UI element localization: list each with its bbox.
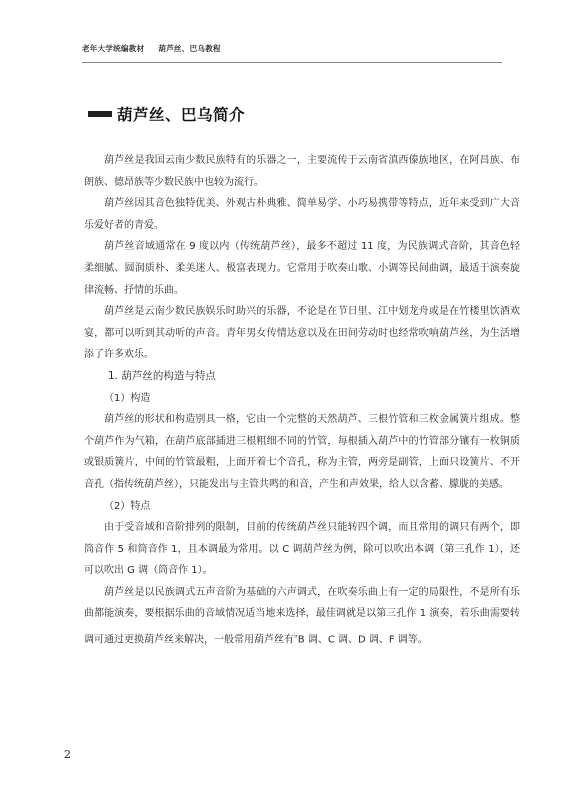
running-header <box>82 43 221 54</box>
chapter-title: 葫芦丝、巴乌教程 <box>158 44 221 53</box>
paragraph-popularity: 葫芦丝因其音色独特优美、外观古朴典雅、简单易学、小巧易携带等特点，近年来受到广大音乐爱好者的青爱。 <box>84 198 520 231</box>
book-title: 老年大学统编教材 <box>82 44 145 53</box>
paragraph-culture: 葫芦丝是云南少数民族娱乐时助兴的乐器，不论是在节日里、江中划龙舟或是在竹楼里饮酒欢宴，都可以听到其动听的声音。青年男女传情达意以及在田间劳动时也经常吹响葫芦丝，为生活增添了许多欢乐。 <box>84 306 520 361</box>
section-title: 葫芦丝、巴乌简介 <box>117 106 246 124</box>
section-heading <box>88 104 245 124</box>
item-features-label: （2）特点 <box>104 500 151 512</box>
paragraph-intro: 葫芦丝是我国云南少数民族特有的乐器之一，主要流传于云南省滇西傣族地区，在阿昌族、布朗族、德昂族等少数民族中也较为流行。 <box>84 155 520 188</box>
paragraph-range: 葫芦丝音域通常在 9 度以内（传统葫芦丝），最多不超过 11 度，为民族调式音阶，其音色轻柔细腻、圆润质朴、柔美迷人、极富表现力。它常用于吹奏山歌、小调等民间曲调，最适于演奏旋律流畅、抒情的乐曲。 <box>84 241 520 296</box>
heading-bar-marker <box>88 111 112 117</box>
page-number: 2 <box>64 748 71 761</box>
paragraph-scale <box>84 582 520 651</box>
flat-sign: ♭ <box>294 631 298 641</box>
body-text <box>84 150 520 651</box>
paragraph-scale-keys: B 调、C 调、D 调、F 调等。 <box>297 634 428 646</box>
header-rule <box>82 62 502 63</box>
paragraph-keys: 由于受音域和音阶排列的限制，目前的传统葫芦丝只能转四个调，而且常用的调只有两个，即筒音作 5 和筒音作 1，且本调最为常用。以 C 调葫芦丝为例，除可以吹出本调（第三孔作 1），还可以吹出 G 调（筒音作 1）。 <box>84 522 520 577</box>
item-structure-label: （1）构造 <box>104 392 151 404</box>
subheading-structure-features: 1. 葫芦丝的构造与特点 <box>108 369 216 382</box>
paragraph-scale-text: 葫芦丝是以民族调式五声音阶为基础的六声调式，在吹奏乐曲上有一定的局限性，不是所有乐曲都能演奏，要根据乐曲的音域情况适当地来选择，最佳调就是以第三孔作 1 演奏，若乐曲需要转调可通过更换葫芦丝来解决，一般常用葫芦丝有 <box>84 586 520 646</box>
paragraph-structure: 葫芦丝的形状和构造别具一格，它由一个完整的天然葫芦、三根竹管和三枚金属簧片组成。整个葫芦作为气箱，在葫芦底部插进三根粗细不同的竹管，每根插入葫芦中的竹管部分镶有一枚铜质或银质簧片，中间的竹管最粗，上面开着七个音孔，称为主管，两旁是副管，上面只设簧片、不开音孔（指传统葫芦丝），只能发出与主管共鸣的和音，产生和声效果，给人以含蓄、朦胧的美感。 <box>84 414 520 490</box>
